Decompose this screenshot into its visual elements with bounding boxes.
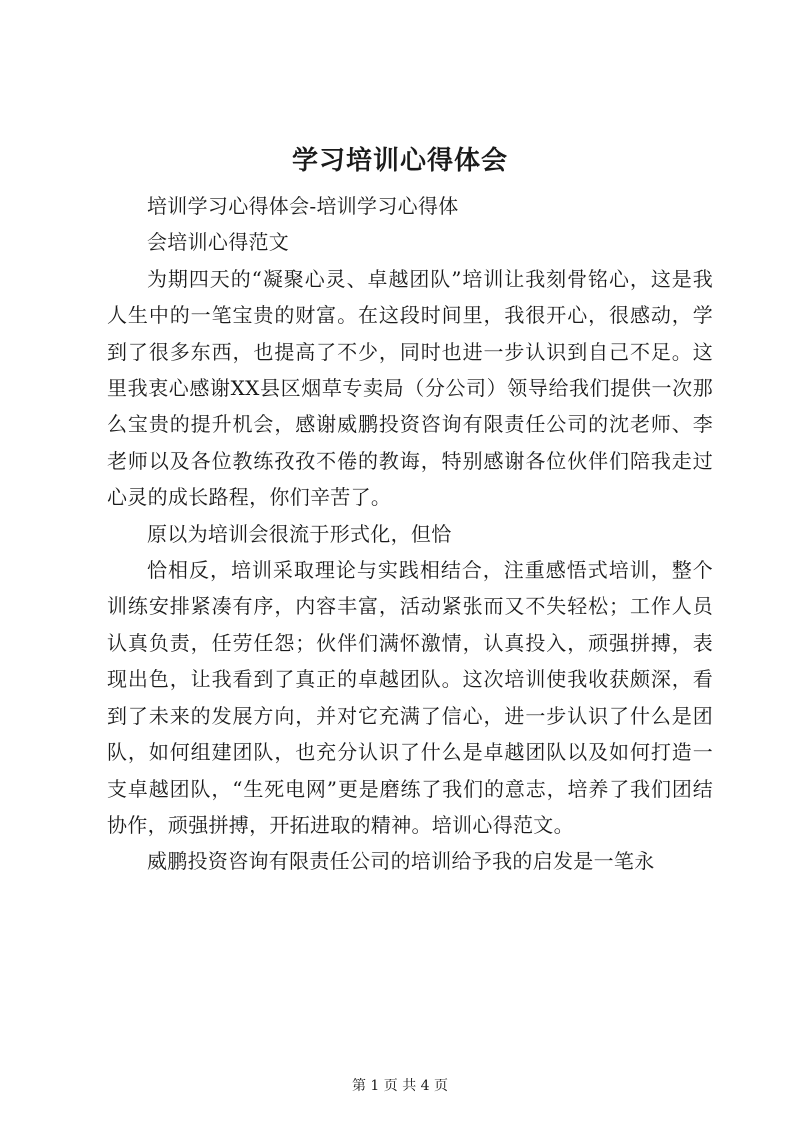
page-footer: 第 1 页 共 4 页 <box>351 1078 449 1094</box>
paragraph: 会培训心得范文 <box>147 230 290 255</box>
paragraph: 为期四天的“凝聚心灵、卓越团队”培训让我刻骨铭心，这是我人生中的一笔宝贵的财富。在这段时间里，我很开心，很感动，学到了很多东西，也提高了不少，同时也进一步认识到自己不足。这里我衷心感谢XX县区烟草专卖局（分公司）领导给我们提供一次那么宝贵的提升机会，感谢威鹏投资咨询有限责任公司的沈老师、李老师以及各位教练孜孜不倦的教诲，特别感谢各位伙伴们陪我走过心灵的成长路程，你们辛苦了。 <box>107 266 713 510</box>
paragraph: 培训学习心得体会-培训学习心得体 <box>147 194 459 218</box>
document-title: 学习培训心得体会 <box>291 146 508 176</box>
paragraph: 威鹏投资咨询有限责任公司的培训给予我的启发是一笔永 <box>147 849 655 874</box>
paragraph: 恰相反，培训采取理论与实践相结合，注重感悟式培训，整个训练安排紧凑有序，内容丰富，活动紧张而又不失轻松；工作人员认真负责，任劳任怨；伙伴们满怀激情，认真投入，顽强拼搏，表现出色，让我看到了真正的卓越团队。这次培训使我收获颇深，看到了未来的发展方向，并对它充满了信心，进一步认识了什么是团队，如何组建团队，也充分认识了什么是卓越团队以及如何打造一支卓越团队，“生死电网”更是磨练了我们的意志，培养了我们团结协作，顽强拼搏，开拓进取的精神。培训心得范文。 <box>107 558 713 837</box>
document-body <box>107 188 713 880</box>
paragraph: 原以为培训会很流于形式化，但恰 <box>147 521 452 546</box>
